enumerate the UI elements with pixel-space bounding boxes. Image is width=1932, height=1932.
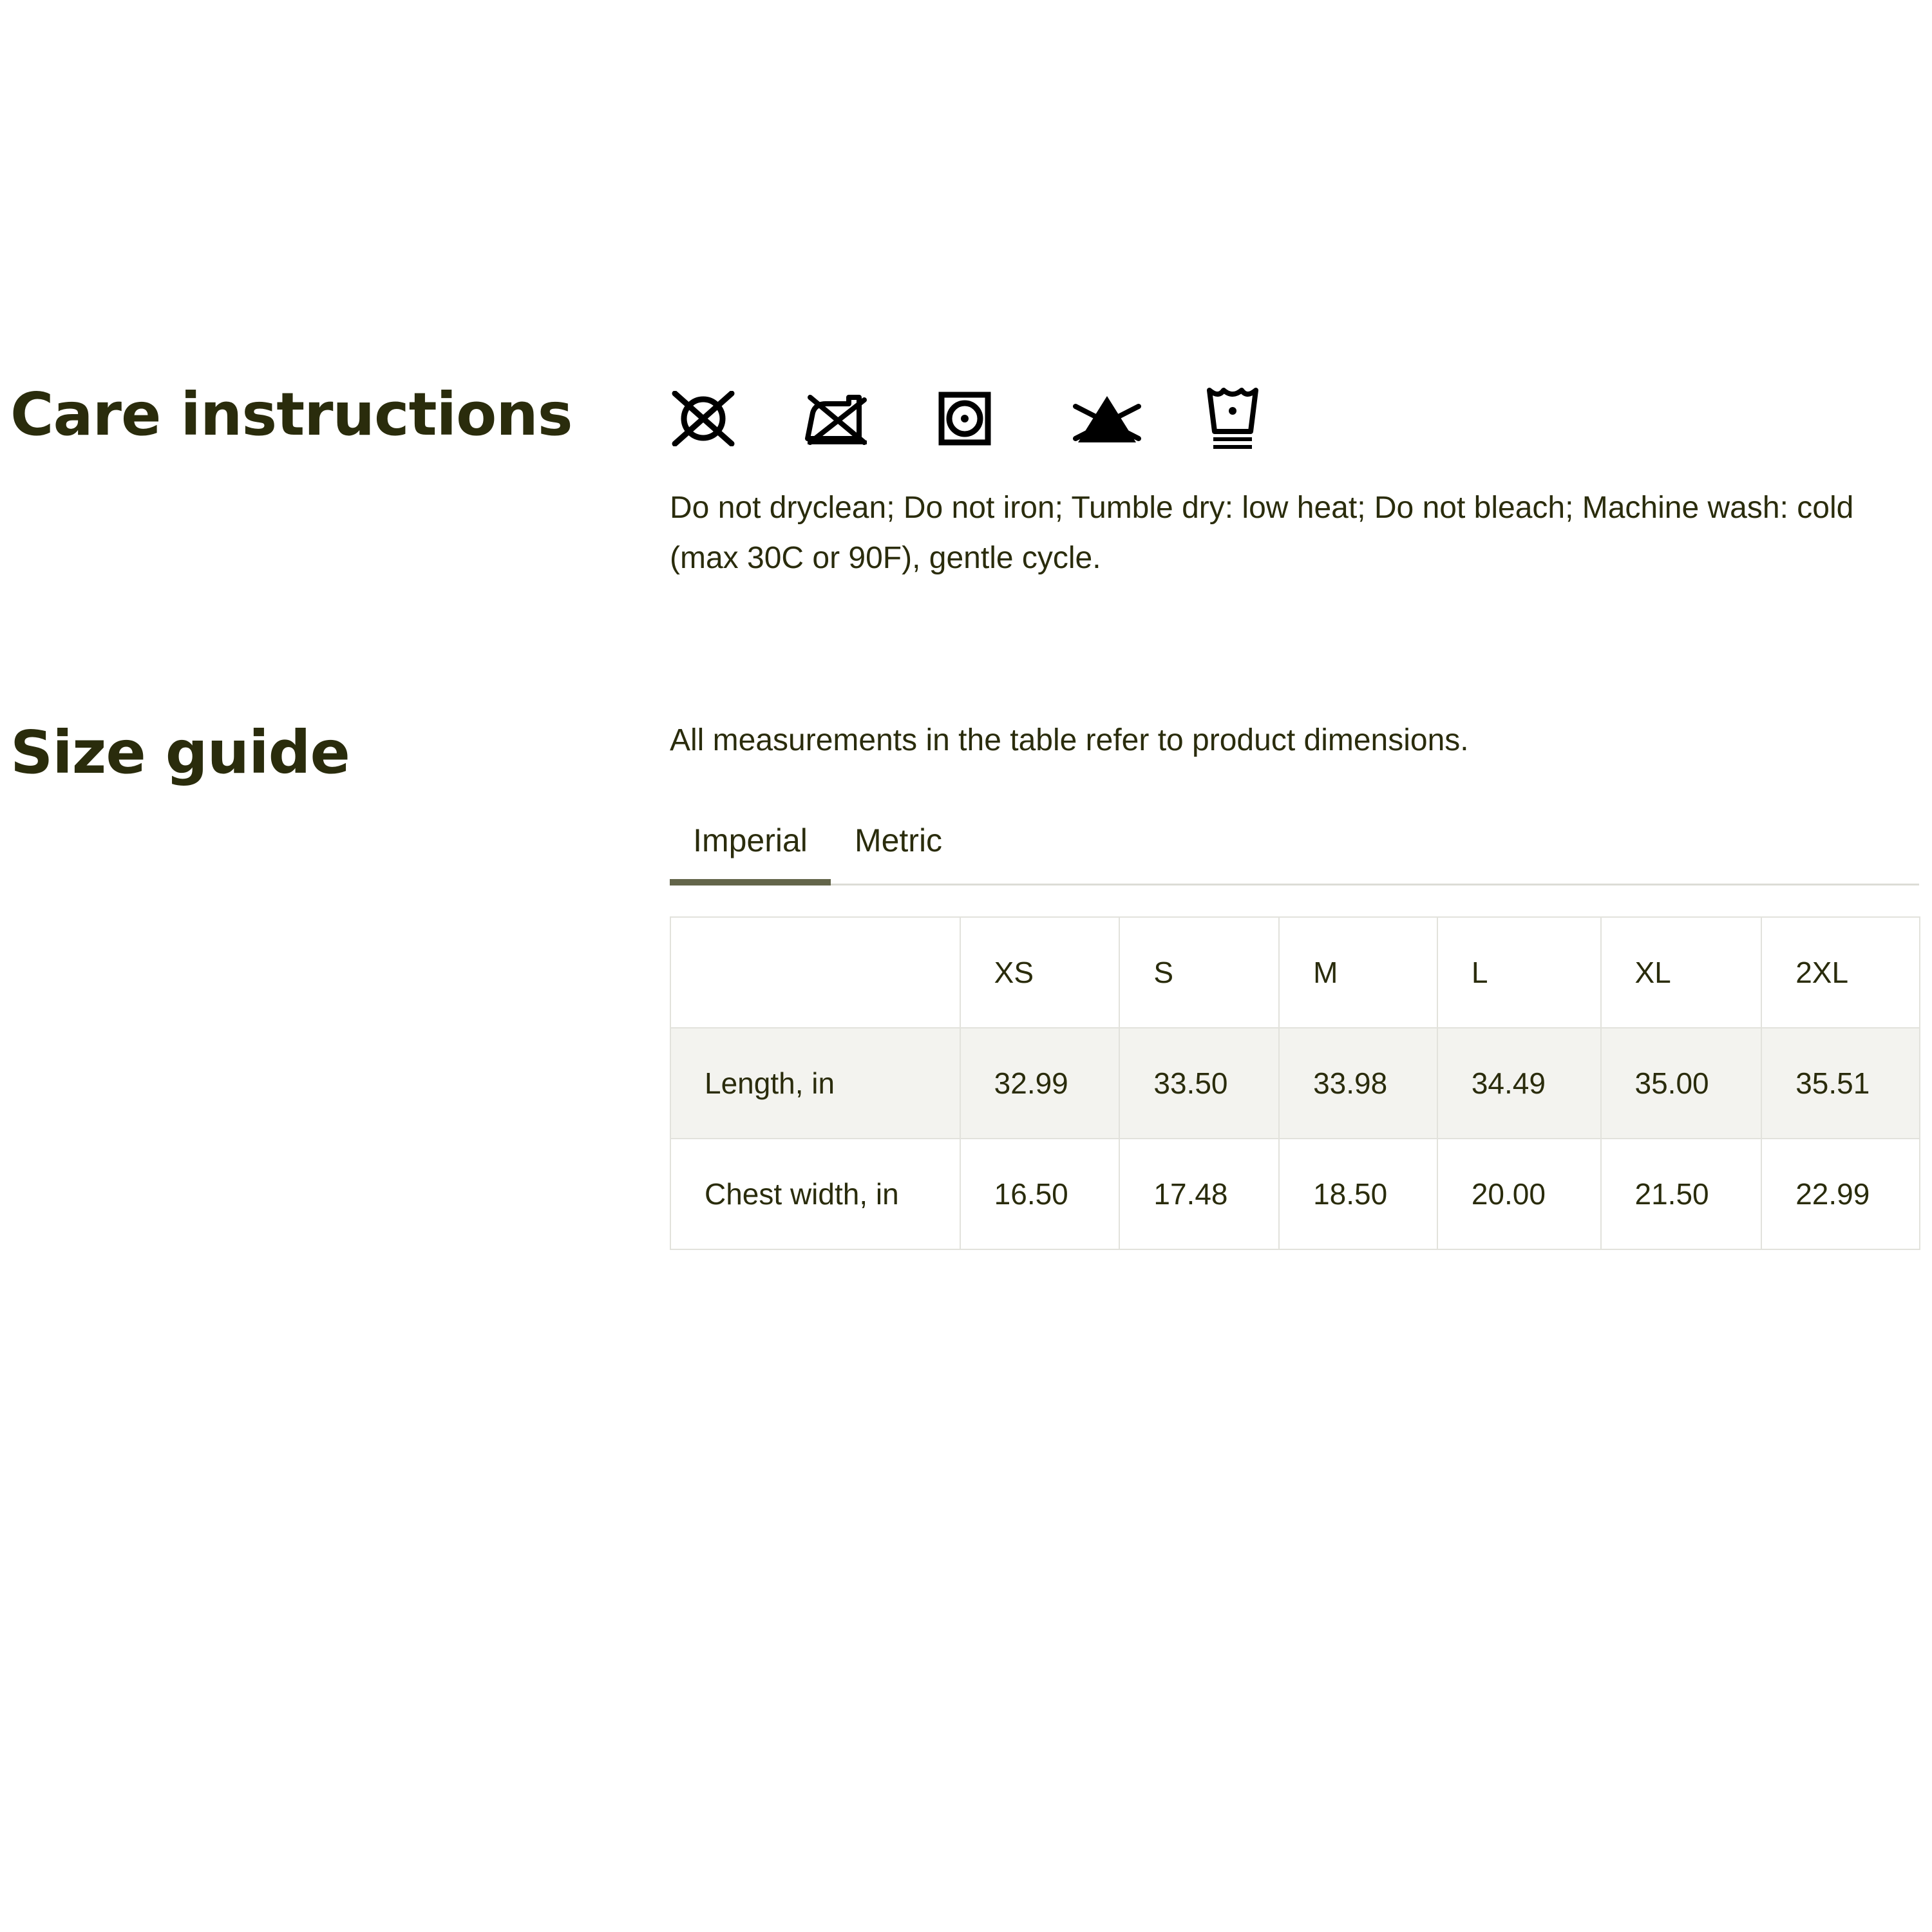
table-cell: 35.00	[1601, 1028, 1762, 1139]
table-cell: 17.48	[1119, 1139, 1279, 1249]
size-guide-note: All measurements in the table refer to product dimensions.	[670, 723, 1469, 757]
do-not-bleach-icon	[1072, 380, 1206, 457]
tab-imperial[interactable]: Imperial	[670, 813, 831, 884]
unit-tabs	[670, 813, 1919, 886]
row-label: Length, in	[670, 1028, 960, 1139]
machine-wash-cold-icon	[1206, 380, 1340, 457]
table-row	[670, 1028, 1920, 1139]
care-instructions-title: Care instructions	[10, 380, 573, 449]
row-label: Chest width, in	[670, 1139, 960, 1249]
table-row	[670, 1139, 1920, 1249]
table-header-cell: S	[1119, 917, 1279, 1028]
table-header-cell: XL	[1601, 917, 1762, 1028]
table-cell: 34.49	[1437, 1028, 1601, 1139]
table-cell: 20.00	[1437, 1139, 1601, 1249]
table-cell: 16.50	[960, 1139, 1120, 1249]
tumble-dry-low-icon	[938, 380, 1072, 457]
table-header-cell	[670, 917, 960, 1028]
size-table	[670, 916, 1920, 1250]
do-not-iron-icon	[804, 380, 938, 457]
table-header-cell: L	[1437, 917, 1601, 1028]
do-not-dryclean-icon	[670, 380, 804, 457]
table-header-cell: M	[1279, 917, 1437, 1028]
table-cell: 21.50	[1601, 1139, 1762, 1249]
table-cell: 33.98	[1279, 1028, 1437, 1139]
table-cell: 18.50	[1279, 1139, 1437, 1249]
table-cell: 33.50	[1119, 1028, 1279, 1139]
table-header-cell: 2XL	[1761, 917, 1920, 1028]
size-guide-title: Size guide	[10, 718, 350, 787]
table-cell: 22.99	[1761, 1139, 1920, 1249]
table-cell: 32.99	[960, 1028, 1120, 1139]
tab-metric[interactable]: Metric	[854, 822, 943, 858]
table-header-row	[670, 917, 1920, 1028]
table-cell: 35.51	[1761, 1028, 1920, 1139]
care-instructions-text: Do not dryclean; Do not iron; Tumble dry: low heat; Do not bleach; Machine wash: cold (max 30C or 90F), gentle cycle.	[670, 491, 1854, 575]
table-header-cell: XS	[960, 917, 1120, 1028]
care-icons-row	[670, 380, 1340, 457]
